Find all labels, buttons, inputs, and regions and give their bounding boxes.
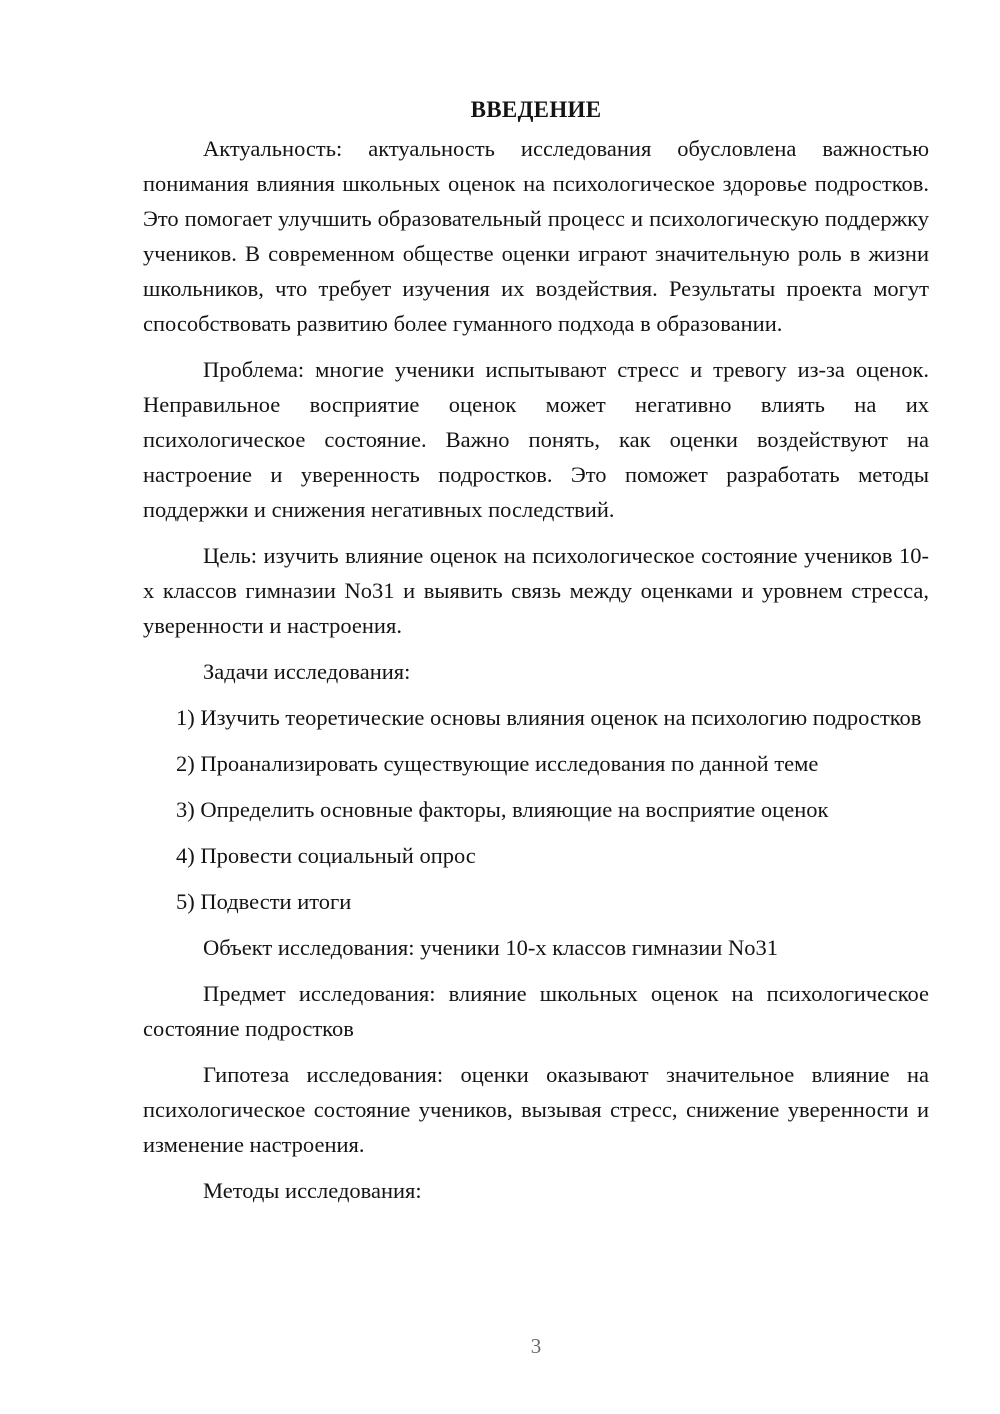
- task-item: 1) Изучить теоретические основы влияния оценок на психологию подростков: [176, 705, 922, 730]
- relevance-paragraph: Актуальность: актуальность исследования обусловлена важностью понимания влияния школьных оценок на психологическое здоровье подростков. Это помогает улучшить образовательный процесс и психологическую поддержку учеников. В современном обществе оценки играют значительную роль в жизни школьников, что требует изучения их воздействия. Результаты проекта могут способствовать развитию более гуманного подхода в образовании.: [143, 136, 929, 336]
- section-title: ВВЕДЕНИЕ: [470, 97, 602, 122]
- hypothesis-paragraph: Гипотеза исследования: оценки оказывают значительное влияние на психологическое состояние учеников, вызывая стресс, снижение уверенности и изменение настроения.: [143, 1062, 929, 1157]
- task-item: 3) Определить основные факторы, влияющие на восприятие оценок: [176, 797, 829, 822]
- problem-paragraph: Проблема: многие ученики испытывают стресс и тревогу из-за оценок. Неправильное восприятие оценок может негативно влиять на их психологическое состояние. Важно понять, как оценки воздействуют на настроение и уверенность подростков. Это поможет разработать методы поддержки и снижения негативных последствий.: [143, 357, 929, 522]
- task-item: 2) Проанализировать существующие исследования по данной теме: [176, 751, 819, 776]
- task-item: 4) Провести социальный опрос: [176, 843, 476, 868]
- object-paragraph: Объект исследования: ученики 10-х классов гимназии No31: [203, 935, 778, 960]
- page-number: 3: [530, 1334, 542, 1358]
- task-item: 5) Подвести итоги: [176, 889, 352, 914]
- methods-heading: Методы исследования:: [203, 1178, 422, 1203]
- document-page: [143, 92, 929, 1219]
- tasks-heading: Задачи исследования:: [203, 659, 411, 684]
- subject-paragraph: Предмет исследования: влияние школьных оценок на психологическое состояние подростков: [143, 981, 929, 1041]
- goal-paragraph: Цель: изучить влияние оценок на психологическое состояние учеников 10-х классов гимназии No31 и выявить связь между оценками и уровнем стресса, уверенности и настроения.: [143, 543, 929, 638]
